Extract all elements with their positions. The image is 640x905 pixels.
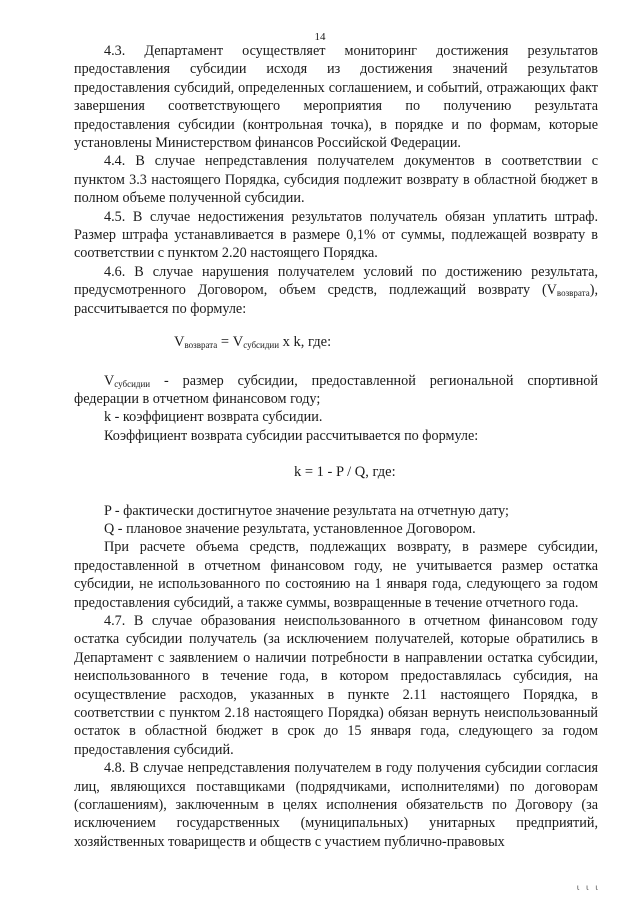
paragraph-calculation: При расчете объема средств, подлежащих возврату, в размере субсидии, предоставленной в отчетном финансовом году, не учитывается размер остатка субсидии, не использованного по состоянию на 1 января года, следующего за годом предоставления субсидий, а также суммы, возвращенные в течение отчетного года. bbox=[74, 539, 598, 611]
formula-v-symbol: V bbox=[174, 334, 185, 351]
definition-v-subscript: субсидии bbox=[114, 378, 151, 389]
page-number: 14 bbox=[314, 31, 326, 43]
page-content bbox=[74, 42, 598, 851]
paragraph-4-3: 4.3. Департамент осуществляет мониторинг достижения результатов предоставления субсидии исходя из достижения значений результатов предоставления субсидий, определенных соглашением, и событий, отражающих факт завершения соответствующего мероприятия по получению результата предоставления субсидии (контрольная точка), в порядке и по формам, которые установлены Министерством финансов Российской Федерации. bbox=[74, 43, 598, 152]
paragraph-4-6 bbox=[74, 263, 598, 318]
definition-v-text: - размер субсидии, предоставленной региональной спортивной федерации в отчетном финансовом году; bbox=[74, 372, 598, 407]
paragraph-4-6-tail: ), рассчитывается по формуле: bbox=[74, 282, 598, 317]
formula-sub-subsidii: субсидии bbox=[243, 340, 280, 351]
definition-q: Q - плановое значение результата, установленное Договором. bbox=[104, 520, 476, 537]
paragraph-4-4: 4.4. В случае непредставления получателем документов в соответствии с пунктом 3.3 настоящего Порядка, субсидия подлежит возврату в областной бюджет в полном объеме полученной субсидии. bbox=[74, 153, 598, 207]
definition-v-symbol: V bbox=[104, 372, 115, 389]
corner-marks: ι ι ι bbox=[576, 882, 600, 892]
paragraph-4-5: 4.5. В случае недостижения результатов получатель обязан уплатить штраф. Размер штрафа устанавливается в размере 0,1% от суммы, подлежащей возврату в соответствии с пунктом 2.20 настоящего Порядка. bbox=[74, 208, 598, 262]
paragraph-4-7: 4.7. В случае образования неиспользованного в отчетном финансовом году остатка субсидии получатель (за исключением получателей, которые обратились в Департамент с заявлением о наличии потребности в направлении остатка субсидии, неиспользованного в течение года, в котором предоставлялась субсидия, на осуществление расходов, указанных в пункте 2.11 настоящего Порядка, в соответствии с пунктом 2.18 настоящего Порядка) обязан вернуть неиспользованный остаток в областной бюджет в срок до 15 января года, следующего за годом предоставления субсидий. bbox=[74, 612, 598, 758]
definition-v-subsidii bbox=[74, 372, 598, 409]
formula-equals: = V bbox=[217, 334, 244, 351]
coefficient-intro: Коэффициент возврата субсидии рассчитывается по формуле: bbox=[104, 427, 479, 444]
subscript-vozvrata: возврата bbox=[556, 288, 590, 299]
paragraph-4-8: 4.8. В случае непредставления получателем в году получения субсидии согласия лиц, являющихся поставщиками (подрядчиками, исполнителями) по договорам (соглашениям), заключенным в целях исполнения обязательств по Договору (за исключением государственных (муниципальных) унитарных предприятий, хозяйственных товариществ и обществ с участием публично-правовых bbox=[74, 760, 598, 850]
definition-p: P - фактически достигнутое значение результата на отчетную дату; bbox=[104, 502, 509, 519]
formula-v-vozvrata bbox=[74, 333, 598, 351]
paragraph-4-6-text: 4.6. В случае нарушения получателем условий по достижению результата, предусмотренного Договором, объем средств, подлежащий возврату (V bbox=[74, 263, 598, 299]
formula-rest: x k, где: bbox=[279, 334, 332, 351]
definition-k: k - коэффициент возврата субсидии. bbox=[104, 409, 323, 426]
formula-sub-vozvrata: возврата bbox=[184, 340, 218, 351]
formula-k: k = 1 - P / Q, где: bbox=[294, 464, 396, 481]
